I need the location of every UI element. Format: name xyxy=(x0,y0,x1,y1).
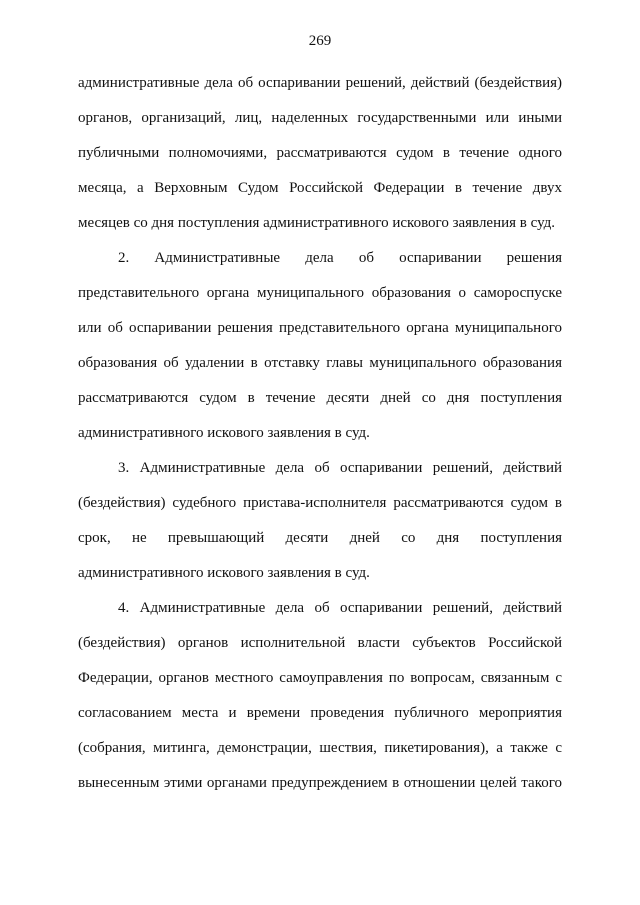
text-line: месяца, а Верховным Судом Российской Федерации в течение двух xyxy=(78,180,562,196)
text-line: (бездействия) судебного пристава-исполнителя рассматриваются судом в xyxy=(78,495,562,511)
text-line: месяцев со дня поступления административного искового заявления в суд. xyxy=(78,215,556,231)
text-line: (бездействия) органов исполнительной власти субъектов Российской xyxy=(78,635,562,651)
text-line: Федерации, органов местного самоуправления по вопросам, связанным с xyxy=(78,670,562,686)
text-line: согласованием места и времени проведения публичного мероприятия xyxy=(78,705,562,721)
text-line: публичными полномочиями, рассматриваются судом в течение одного xyxy=(78,145,562,161)
page-number: 269 xyxy=(308,33,332,49)
text-line: (собрания, митинга, демонстрации, шествия, пикетирования), а также с xyxy=(78,740,562,756)
text-line: органов, организаций, лиц, наделенных государственными или иными xyxy=(78,110,562,126)
text-line: вынесенным этими органами предупреждением в отношении целей такого xyxy=(78,775,562,791)
text-line: срок, не превышающий десяти дней со дня поступления xyxy=(78,530,562,546)
text-line: административные дела об оспаривании решений, действий (бездействия) xyxy=(78,75,562,91)
text-line: административного искового заявления в суд. xyxy=(78,425,370,441)
text-line: представительного органа муниципального образования о самороспуске xyxy=(78,285,562,301)
text-line: образования об удалении в отставку главы муниципального образования xyxy=(78,355,562,371)
text-line: 4. Административные дела об оспаривании решений, действий xyxy=(118,600,562,616)
text-line: или об оспаривании решения представительного органа муниципального xyxy=(78,320,562,336)
text-line: административного искового заявления в суд. xyxy=(78,565,370,581)
text-line: 2. Административные дела об оспаривании решения xyxy=(118,250,562,266)
document-body xyxy=(78,66,562,801)
text-line: 3. Административные дела об оспаривании решений, действий xyxy=(118,460,562,476)
text-line: рассматриваются судом в течение десяти дней со дня поступления xyxy=(78,390,562,406)
